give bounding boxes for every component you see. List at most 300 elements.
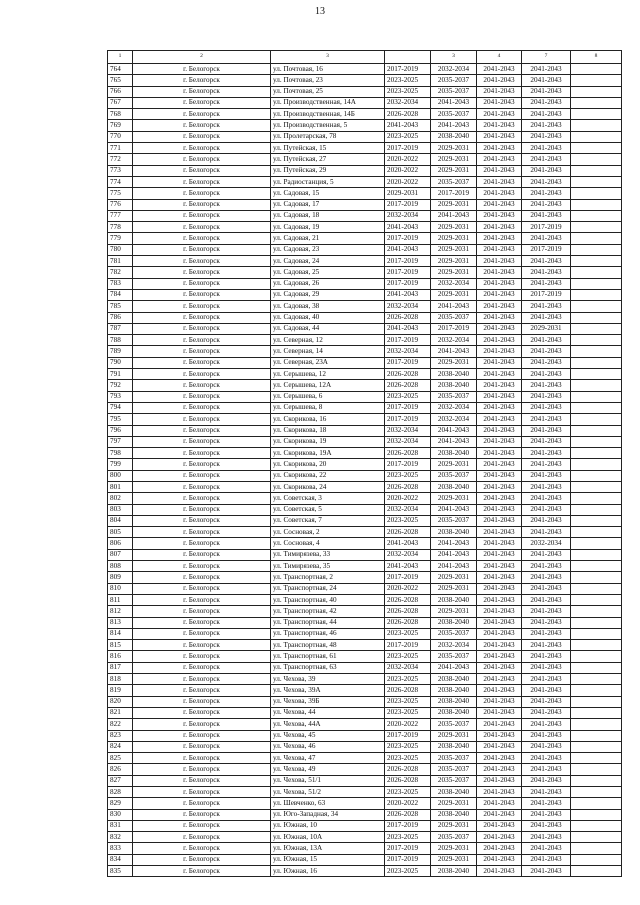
table-row — [108, 674, 622, 685]
note-cell — [571, 131, 622, 142]
period-1-cell: 2032-2034 — [385, 436, 431, 447]
period-1-cell: 2029-2031 — [385, 188, 431, 199]
period-2-cell: 2035-2037 — [431, 75, 477, 86]
settlement-cell: г. Белогорск — [133, 75, 271, 86]
period-4-cell: 2041-2043 — [522, 143, 571, 154]
settlement-cell: г. Белогорск — [133, 109, 271, 120]
table-row — [108, 165, 622, 176]
period-4-cell: 2041-2043 — [522, 425, 571, 436]
address-cell: ул. Серышева, 12 — [271, 369, 385, 380]
period-2-cell: 2035-2037 — [431, 515, 477, 526]
settlement-cell: г. Белогорск — [133, 628, 271, 639]
period-4-cell: 2041-2043 — [522, 628, 571, 639]
address-cell: ул. Транспортная, 44 — [271, 617, 385, 628]
note-cell — [571, 538, 622, 549]
period-1-cell: 2041-2043 — [385, 538, 431, 549]
period-1-cell: 2017-2019 — [385, 459, 431, 470]
table-row — [108, 154, 622, 165]
period-2-cell: 2038-2040 — [431, 481, 477, 492]
settlement-cell: г. Белогорск — [133, 267, 271, 278]
period-1-cell: 2023-2025 — [385, 75, 431, 86]
period-4-cell: 2041-2043 — [522, 730, 571, 741]
period-3-cell: 2041-2043 — [477, 402, 522, 413]
table-row — [108, 651, 622, 662]
period-4-cell: 2041-2043 — [522, 866, 571, 877]
period-3-cell: 2041-2043 — [477, 267, 522, 278]
note-cell — [571, 120, 622, 131]
period-1-cell: 2020-2022 — [385, 719, 431, 730]
note-cell — [571, 391, 622, 402]
settlement-cell: г. Белогорск — [133, 764, 271, 775]
address-cell: ул. Южная, 10А — [271, 832, 385, 843]
address-cell: ул. Советская, 5 — [271, 504, 385, 515]
settlement-cell: г. Белогорск — [133, 481, 271, 492]
table-row — [108, 787, 622, 798]
period-2-cell: 2041-2043 — [431, 210, 477, 221]
period-4-cell: 2041-2043 — [522, 854, 571, 865]
address-cell: ул. Южная, 10 — [271, 820, 385, 831]
period-3-cell: 2041-2043 — [477, 289, 522, 300]
address-cell: ул. Садовая, 21 — [271, 233, 385, 244]
note-cell — [571, 86, 622, 97]
period-2-cell: 2035-2037 — [431, 651, 477, 662]
note-cell — [571, 798, 622, 809]
table-row — [108, 515, 622, 526]
period-4-cell: 2041-2043 — [522, 267, 571, 278]
row-number-cell: 790 — [108, 357, 133, 368]
settlement-cell: г. Белогорск — [133, 854, 271, 865]
period-3-cell: 2041-2043 — [477, 75, 522, 86]
period-3-cell: 2041-2043 — [477, 820, 522, 831]
table-row — [108, 775, 622, 786]
period-2-cell: 2041-2043 — [431, 346, 477, 357]
table-row — [108, 696, 622, 707]
period-1-cell: 2023-2025 — [385, 741, 431, 752]
period-3-cell: 2041-2043 — [477, 323, 522, 334]
period-4-cell: 2041-2043 — [522, 832, 571, 843]
period-3-cell: 2041-2043 — [477, 674, 522, 685]
period-2-cell: 2041-2043 — [431, 120, 477, 131]
row-number-cell: 829 — [108, 798, 133, 809]
period-2-cell: 2035-2037 — [431, 86, 477, 97]
period-3-cell: 2041-2043 — [477, 244, 522, 255]
address-cell: ул. Чехова, 51/2 — [271, 787, 385, 798]
row-number-cell: 785 — [108, 301, 133, 312]
settlement-cell: г. Белогорск — [133, 64, 271, 75]
period-3-cell: 2041-2043 — [477, 527, 522, 538]
period-4-cell: 2041-2043 — [522, 436, 571, 447]
period-1-cell: 2017-2019 — [385, 843, 431, 854]
note-cell — [571, 346, 622, 357]
settlement-cell: г. Белогорск — [133, 97, 271, 108]
row-number-cell: 835 — [108, 866, 133, 877]
period-2-cell: 2041-2043 — [431, 561, 477, 572]
header-cell: 2 — [133, 51, 271, 64]
address-cell: ул. Южная, 13А — [271, 843, 385, 854]
note-cell — [571, 176, 622, 187]
address-cell: ул. Почтовая, 23 — [271, 75, 385, 86]
period-2-cell: 2041-2043 — [431, 301, 477, 312]
settlement-cell: г. Белогорск — [133, 696, 271, 707]
note-cell — [571, 312, 622, 323]
row-number-cell: 776 — [108, 199, 133, 210]
period-2-cell: 2029-2031 — [431, 459, 477, 470]
settlement-cell: г. Белогорск — [133, 199, 271, 210]
row-number-cell: 794 — [108, 402, 133, 413]
address-cell: ул. Транспортная, 46 — [271, 628, 385, 639]
table-row — [108, 391, 622, 402]
note-cell — [571, 719, 622, 730]
period-2-cell: 2038-2040 — [431, 741, 477, 752]
settlement-cell: г. Белогорск — [133, 459, 271, 470]
period-3-cell: 2041-2043 — [477, 448, 522, 459]
period-2-cell: 2029-2031 — [431, 244, 477, 255]
period-2-cell: 2035-2037 — [431, 628, 477, 639]
table-row — [108, 820, 622, 831]
period-2-cell: 2032-2034 — [431, 278, 477, 289]
period-4-cell: 2041-2043 — [522, 504, 571, 515]
row-number-cell: 795 — [108, 414, 133, 425]
period-4-cell: 2041-2043 — [522, 662, 571, 673]
period-1-cell: 2026-2028 — [385, 369, 431, 380]
period-2-cell: 2032-2034 — [431, 64, 477, 75]
period-2-cell: 2029-2031 — [431, 256, 477, 267]
address-cell: ул. Чехова, 39 — [271, 674, 385, 685]
row-number-cell: 803 — [108, 504, 133, 515]
table-row — [108, 176, 622, 187]
period-3-cell: 2041-2043 — [477, 380, 522, 391]
table-row — [108, 210, 622, 221]
address-cell: ул. Транспортная, 2 — [271, 572, 385, 583]
settlement-cell: г. Белогорск — [133, 640, 271, 651]
note-cell — [571, 267, 622, 278]
period-2-cell: 2035-2037 — [431, 775, 477, 786]
settlement-cell: г. Белогорск — [133, 493, 271, 504]
address-cell: ул. Путейская, 29 — [271, 165, 385, 176]
note-cell — [571, 470, 622, 481]
row-number-cell: 824 — [108, 741, 133, 752]
address-cell: ул. Садовая, 18 — [271, 210, 385, 221]
period-1-cell: 2026-2028 — [385, 775, 431, 786]
settlement-cell: г. Белогорск — [133, 504, 271, 515]
period-3-cell: 2041-2043 — [477, 346, 522, 357]
note-cell — [571, 685, 622, 696]
period-4-cell: 2041-2043 — [522, 470, 571, 481]
period-3-cell: 2041-2043 — [477, 832, 522, 843]
row-number-cell: 813 — [108, 617, 133, 628]
table-row — [108, 685, 622, 696]
period-4-cell: 2041-2043 — [522, 481, 571, 492]
period-1-cell: 2023-2025 — [385, 628, 431, 639]
address-cell: ул. Производственная, 5 — [271, 120, 385, 131]
period-1-cell: 2026-2028 — [385, 448, 431, 459]
settlement-cell: г. Белогорск — [133, 120, 271, 131]
period-3-cell: 2041-2043 — [477, 787, 522, 798]
period-4-cell: 2041-2043 — [522, 753, 571, 764]
period-4-cell: 2041-2043 — [522, 335, 571, 346]
period-3-cell: 2041-2043 — [477, 775, 522, 786]
row-number-cell: 827 — [108, 775, 133, 786]
period-4-cell: 2041-2043 — [522, 809, 571, 820]
settlement-cell: г. Белогорск — [133, 775, 271, 786]
period-1-cell: 2041-2043 — [385, 244, 431, 255]
period-2-cell: 2029-2031 — [431, 843, 477, 854]
note-cell — [571, 414, 622, 425]
note-cell — [571, 75, 622, 86]
settlement-cell: г. Белогорск — [133, 323, 271, 334]
table-row — [108, 719, 622, 730]
period-3-cell: 2041-2043 — [477, 233, 522, 244]
table-row — [108, 549, 622, 560]
row-number-cell: 792 — [108, 380, 133, 391]
period-4-cell: 2029-2031 — [522, 323, 571, 334]
address-cell: ул. Сосновая, 4 — [271, 538, 385, 549]
period-4-cell: 2041-2043 — [522, 109, 571, 120]
period-4-cell: 2041-2043 — [522, 233, 571, 244]
table-row — [108, 244, 622, 255]
period-2-cell: 2029-2031 — [431, 267, 477, 278]
table-row — [108, 188, 622, 199]
row-number-cell: 815 — [108, 640, 133, 651]
period-1-cell: 2023-2025 — [385, 131, 431, 142]
note-cell — [571, 210, 622, 221]
settlement-cell: г. Белогорск — [133, 798, 271, 809]
settlement-cell: г. Белогорск — [133, 414, 271, 425]
period-2-cell: 2029-2031 — [431, 143, 477, 154]
settlement-cell: г. Белогорск — [133, 391, 271, 402]
address-cell: ул. Советская, 3 — [271, 493, 385, 504]
period-4-cell: 2041-2043 — [522, 719, 571, 730]
period-4-cell: 2041-2043 — [522, 798, 571, 809]
period-4-cell: 2041-2043 — [522, 707, 571, 718]
settlement-cell: г. Белогорск — [133, 707, 271, 718]
row-number-cell: 832 — [108, 832, 133, 843]
period-2-cell: 2032-2034 — [431, 640, 477, 651]
period-1-cell: 2032-2034 — [385, 425, 431, 436]
note-cell — [571, 64, 622, 75]
address-cell: ул. Северная, 23А — [271, 357, 385, 368]
period-1-cell: 2017-2019 — [385, 199, 431, 210]
note-cell — [571, 572, 622, 583]
table-row — [108, 854, 622, 865]
settlement-cell: г. Белогорск — [133, 719, 271, 730]
row-number-cell: 833 — [108, 843, 133, 854]
address-cell: ул. Чехова, 46 — [271, 741, 385, 752]
address-cell: ул. Серышева, 6 — [271, 391, 385, 402]
address-cell: ул. Северная, 12 — [271, 335, 385, 346]
period-1-cell: 2017-2019 — [385, 143, 431, 154]
period-4-cell: 2041-2043 — [522, 346, 571, 357]
period-4-cell: 2041-2043 — [522, 572, 571, 583]
period-1-cell: 2023-2025 — [385, 832, 431, 843]
address-cell: ул. Транспортная, 48 — [271, 640, 385, 651]
period-2-cell: 2029-2031 — [431, 854, 477, 865]
period-2-cell: 2029-2031 — [431, 199, 477, 210]
header-cell: 3 — [271, 51, 385, 64]
period-2-cell: 2041-2043 — [431, 538, 477, 549]
period-2-cell: 2029-2031 — [431, 357, 477, 368]
period-3-cell: 2041-2043 — [477, 662, 522, 673]
period-1-cell: 2023-2025 — [385, 866, 431, 877]
period-2-cell: 2032-2034 — [431, 402, 477, 413]
period-4-cell: 2041-2043 — [522, 176, 571, 187]
period-3-cell: 2041-2043 — [477, 357, 522, 368]
address-cell: ул. Шевченко, 63 — [271, 798, 385, 809]
period-4-cell: 2041-2043 — [522, 820, 571, 831]
address-cell: ул. Серышева, 8 — [271, 402, 385, 413]
table-row — [108, 594, 622, 605]
header-cell — [385, 51, 431, 64]
period-3-cell: 2041-2043 — [477, 798, 522, 809]
note-cell — [571, 425, 622, 436]
row-number-cell: 810 — [108, 583, 133, 594]
period-2-cell: 2038-2040 — [431, 696, 477, 707]
period-2-cell: 2017-2019 — [431, 323, 477, 334]
period-2-cell: 2029-2031 — [431, 730, 477, 741]
row-number-cell: 823 — [108, 730, 133, 741]
period-1-cell: 2026-2028 — [385, 606, 431, 617]
address-cell: ул. Серышева, 12А — [271, 380, 385, 391]
period-3-cell: 2041-2043 — [477, 414, 522, 425]
table-row — [108, 301, 622, 312]
header-cell: 8 — [571, 51, 622, 64]
settlement-cell: г. Белогорск — [133, 436, 271, 447]
period-3-cell: 2041-2043 — [477, 335, 522, 346]
table-body — [108, 51, 622, 877]
note-cell — [571, 369, 622, 380]
note-cell — [571, 244, 622, 255]
settlement-cell: г. Белогорск — [133, 809, 271, 820]
period-2-cell: 2041-2043 — [431, 97, 477, 108]
address-cell: ул. Чехова, 47 — [271, 753, 385, 764]
settlement-cell: г. Белогорск — [133, 165, 271, 176]
period-2-cell: 2029-2031 — [431, 798, 477, 809]
note-cell — [571, 357, 622, 368]
period-1-cell: 2032-2034 — [385, 662, 431, 673]
settlement-cell: г. Белогорск — [133, 583, 271, 594]
settlement-cell: г. Белогорск — [133, 210, 271, 221]
settlement-cell: г. Белогорск — [133, 357, 271, 368]
row-number-cell: 818 — [108, 674, 133, 685]
period-1-cell: 2023-2025 — [385, 707, 431, 718]
address-cell: ул. Садовая, 15 — [271, 188, 385, 199]
settlement-cell: г. Белогорск — [133, 561, 271, 572]
period-4-cell: 2041-2043 — [522, 312, 571, 323]
table-row — [108, 414, 622, 425]
note-cell — [571, 504, 622, 515]
address-cell: ул. Садовая, 19 — [271, 222, 385, 233]
note-cell — [571, 820, 622, 831]
note-cell — [571, 628, 622, 639]
period-1-cell: 2026-2028 — [385, 594, 431, 605]
period-1-cell: 2017-2019 — [385, 640, 431, 651]
note-cell — [571, 459, 622, 470]
period-2-cell: 2029-2031 — [431, 572, 477, 583]
period-1-cell: 2017-2019 — [385, 335, 431, 346]
row-number-cell: 772 — [108, 154, 133, 165]
note-cell — [571, 651, 622, 662]
period-4-cell: 2041-2043 — [522, 594, 571, 605]
address-cell: ул. Северная, 14 — [271, 346, 385, 357]
period-1-cell: 2026-2028 — [385, 109, 431, 120]
note-cell — [571, 583, 622, 594]
header-cell: 4 — [477, 51, 522, 64]
table-row — [108, 832, 622, 843]
table-row — [108, 617, 622, 628]
period-4-cell: 2041-2043 — [522, 357, 571, 368]
period-2-cell: 2032-2034 — [431, 335, 477, 346]
table-row — [108, 527, 622, 538]
table-row — [108, 346, 622, 357]
note-cell — [571, 143, 622, 154]
settlement-cell: г. Белогорск — [133, 594, 271, 605]
note-cell — [571, 674, 622, 685]
address-cell: ул. Чехова, 49 — [271, 764, 385, 775]
period-2-cell: 2041-2043 — [431, 436, 477, 447]
table-row — [108, 628, 622, 639]
period-2-cell: 2017-2019 — [431, 188, 477, 199]
row-number-cell: 765 — [108, 75, 133, 86]
period-1-cell: 2032-2034 — [385, 210, 431, 221]
settlement-cell: г. Белогорск — [133, 233, 271, 244]
period-4-cell: 2017-2019 — [522, 289, 571, 300]
note-cell — [571, 561, 622, 572]
period-1-cell: 2020-2022 — [385, 583, 431, 594]
period-3-cell: 2041-2043 — [477, 606, 522, 617]
row-number-cell: 783 — [108, 278, 133, 289]
period-2-cell: 2035-2037 — [431, 391, 477, 402]
row-number-cell: 812 — [108, 606, 133, 617]
period-4-cell: 2041-2043 — [522, 459, 571, 470]
period-2-cell: 2038-2040 — [431, 787, 477, 798]
period-3-cell: 2041-2043 — [477, 685, 522, 696]
note-cell — [571, 696, 622, 707]
period-4-cell: 2041-2043 — [522, 391, 571, 402]
period-4-cell: 2041-2043 — [522, 606, 571, 617]
note-cell — [571, 549, 622, 560]
settlement-cell: г. Белогорск — [133, 301, 271, 312]
table-row — [108, 843, 622, 854]
period-4-cell: 2041-2043 — [522, 86, 571, 97]
table-row — [108, 493, 622, 504]
period-1-cell: 2026-2028 — [385, 527, 431, 538]
address-cell: ул. Садовая, 26 — [271, 278, 385, 289]
note-cell — [571, 199, 622, 210]
period-3-cell: 2041-2043 — [477, 730, 522, 741]
period-2-cell: 2032-2034 — [431, 414, 477, 425]
table-row — [108, 64, 622, 75]
note-cell — [571, 527, 622, 538]
row-number-cell: 779 — [108, 233, 133, 244]
row-number-cell: 820 — [108, 696, 133, 707]
period-3-cell: 2041-2043 — [477, 391, 522, 402]
period-2-cell: 2038-2040 — [431, 674, 477, 685]
row-number-cell: 809 — [108, 572, 133, 583]
period-3-cell: 2041-2043 — [477, 120, 522, 131]
period-3-cell: 2041-2043 — [477, 866, 522, 877]
address-cell: ул. Транспортная, 24 — [271, 583, 385, 594]
note-cell — [571, 323, 622, 334]
address-cell: ул. Производственная, 14Б — [271, 109, 385, 120]
settlement-cell: г. Белогорск — [133, 402, 271, 413]
table-row — [108, 481, 622, 492]
address-cell: ул. Садовая, 23 — [271, 244, 385, 255]
note-cell — [571, 335, 622, 346]
settlement-cell: г. Белогорск — [133, 312, 271, 323]
address-cell: ул. Садовая, 40 — [271, 312, 385, 323]
note-cell — [571, 787, 622, 798]
period-1-cell: 2023-2025 — [385, 651, 431, 662]
